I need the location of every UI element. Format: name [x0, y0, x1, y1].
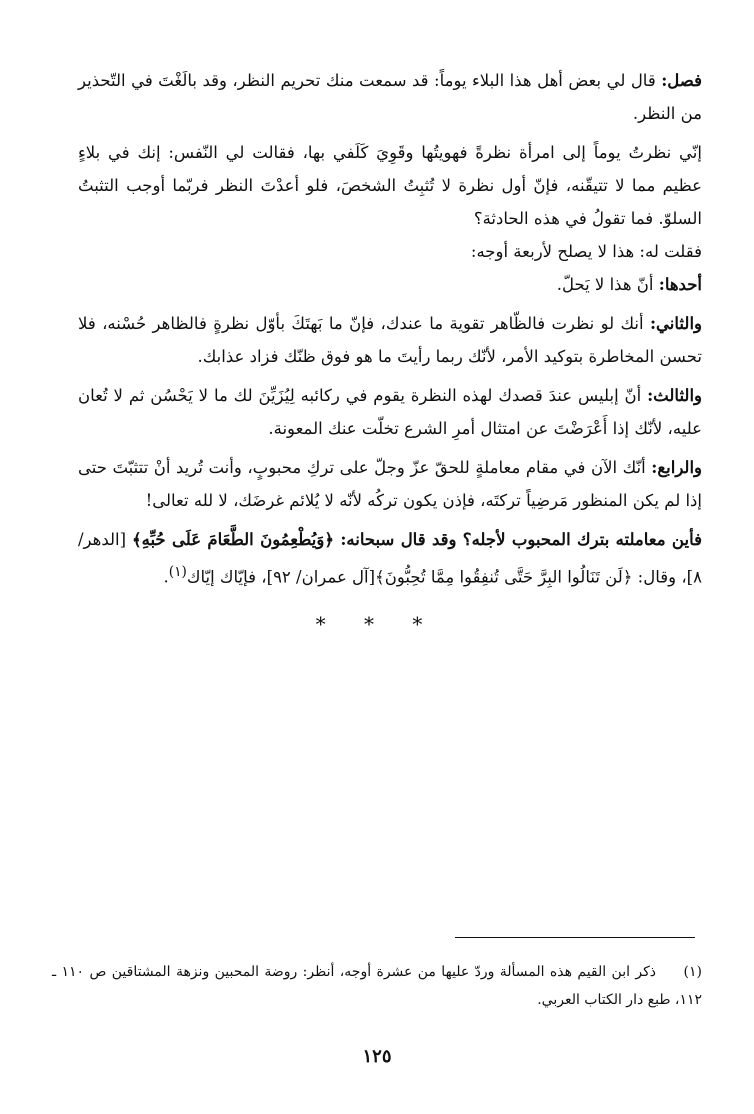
- point-fourth: [78, 451, 702, 517]
- paragraph-reply: فقلت له: هذا لا يصلح لأربعة أوجه:: [470, 242, 702, 261]
- closing-line-2: [الدهر/٨]، وقال: ﴿لَن تَنَالُوا البِرَّ حَتَّى تُنفِقُوا مِمَّا تُحِبُّونَ﴾[آل عمران/ ٩٢]، فإيّاك إيّاك: [78, 530, 702, 587]
- point-first-lead: أحدها:: [658, 275, 702, 294]
- point-third-lead: والثالث:: [647, 386, 702, 405]
- footnote: [52, 958, 702, 1014]
- section-separator: * * *: [315, 612, 439, 636]
- point-first-text: أنّ هذا لا يَحلّ.: [556, 275, 654, 294]
- closing-paragraph: [78, 523, 702, 594]
- point-third-text: أنّ إبليس عندَ قصدك لهذه النظرة يقوم في ركائبه لِيُزَيِّنَ لك ما لا يَحْسُن ثم لا تُعان عليه، لأنّك إذا أَعْرَضْتَ عن امتثال أمرِ الشرع تخلّت عنك المعونة.: [78, 386, 702, 438]
- section-text: قال لي بعض أهل هذا البلاء يوماً: قد سمعت منك تحريم النظر، وقد بالَغْتَ في التّحذير من النظر.: [78, 71, 702, 123]
- section-lead: فصل:: [661, 71, 702, 90]
- paragraph-story: إنّي نظرتُ يوماً إلى امرأة نظرةً فهويتُها وقَوِيَ كَلَفي بها، فقالت لي النّفس: إنك في بلاءٍ عظيم مما لا تتيقّنه، فإنّ أول نظرة لا تُثبِتُ الشخصَ، فلو أعدْتَ النظر فربّما أوجب التثبتُ السلوّ. فما تقولُ في هذه الحادثة؟: [78, 143, 702, 228]
- body-text: [78, 64, 702, 594]
- section-paragraph: [78, 64, 702, 130]
- closing-end: .: [163, 567, 169, 587]
- point-second: [78, 307, 702, 373]
- footnote-reference: (١): [168, 564, 187, 580]
- point-third: [78, 379, 702, 445]
- point-first: [78, 268, 702, 301]
- closing-line-1: فأين معاملته بترك المحبوب لأجله؟ وقد قال سبحانه: ﴿وَيُطْعِمُونَ الطَّعَامَ عَلَى حُبِّهِ﴾: [131, 530, 703, 549]
- footnote-text: ذكر ابن القيم هذه المسألة وردّ عليها من عشرة أوجه، أنظر: روضة المحبين ونزهة المشتاقين ص ١١٠ ـ ١١٢، طبع دار الكتاب العربي.: [52, 964, 702, 1008]
- point-second-text: أنك لو نظرت فالظّاهر تقوية ما عندك، فإنّ ما بَهتَكَ بأوّل نظرةٍ فالظاهر حُسْنه، فلا تحسن المخاطرة بتوكيد الأمر، لأنّك ربما رأيتَ ما هو فوق ظنّك فزاد عذابك.: [78, 314, 702, 366]
- point-fourth-lead: والرابع:: [651, 458, 702, 477]
- page-number: ١٢٥: [362, 1046, 392, 1067]
- point-fourth-text: أنّك الآن في مقام معاملةٍ للحقّ عزّ وجلّ على تركِ محبوبٍ، وأنت تُريد أنْ تتثبّتَ حتى إذا لم يكن المنظور مَرضِياً تركتَه، فإذن يكون تركُه لأنّه لا يُلائم غرضَك، لا لله تعالى!: [78, 458, 702, 510]
- footnote-number: (١): [683, 964, 702, 980]
- footnote-rule: [455, 937, 695, 938]
- point-second-lead: والثاني:: [649, 314, 702, 333]
